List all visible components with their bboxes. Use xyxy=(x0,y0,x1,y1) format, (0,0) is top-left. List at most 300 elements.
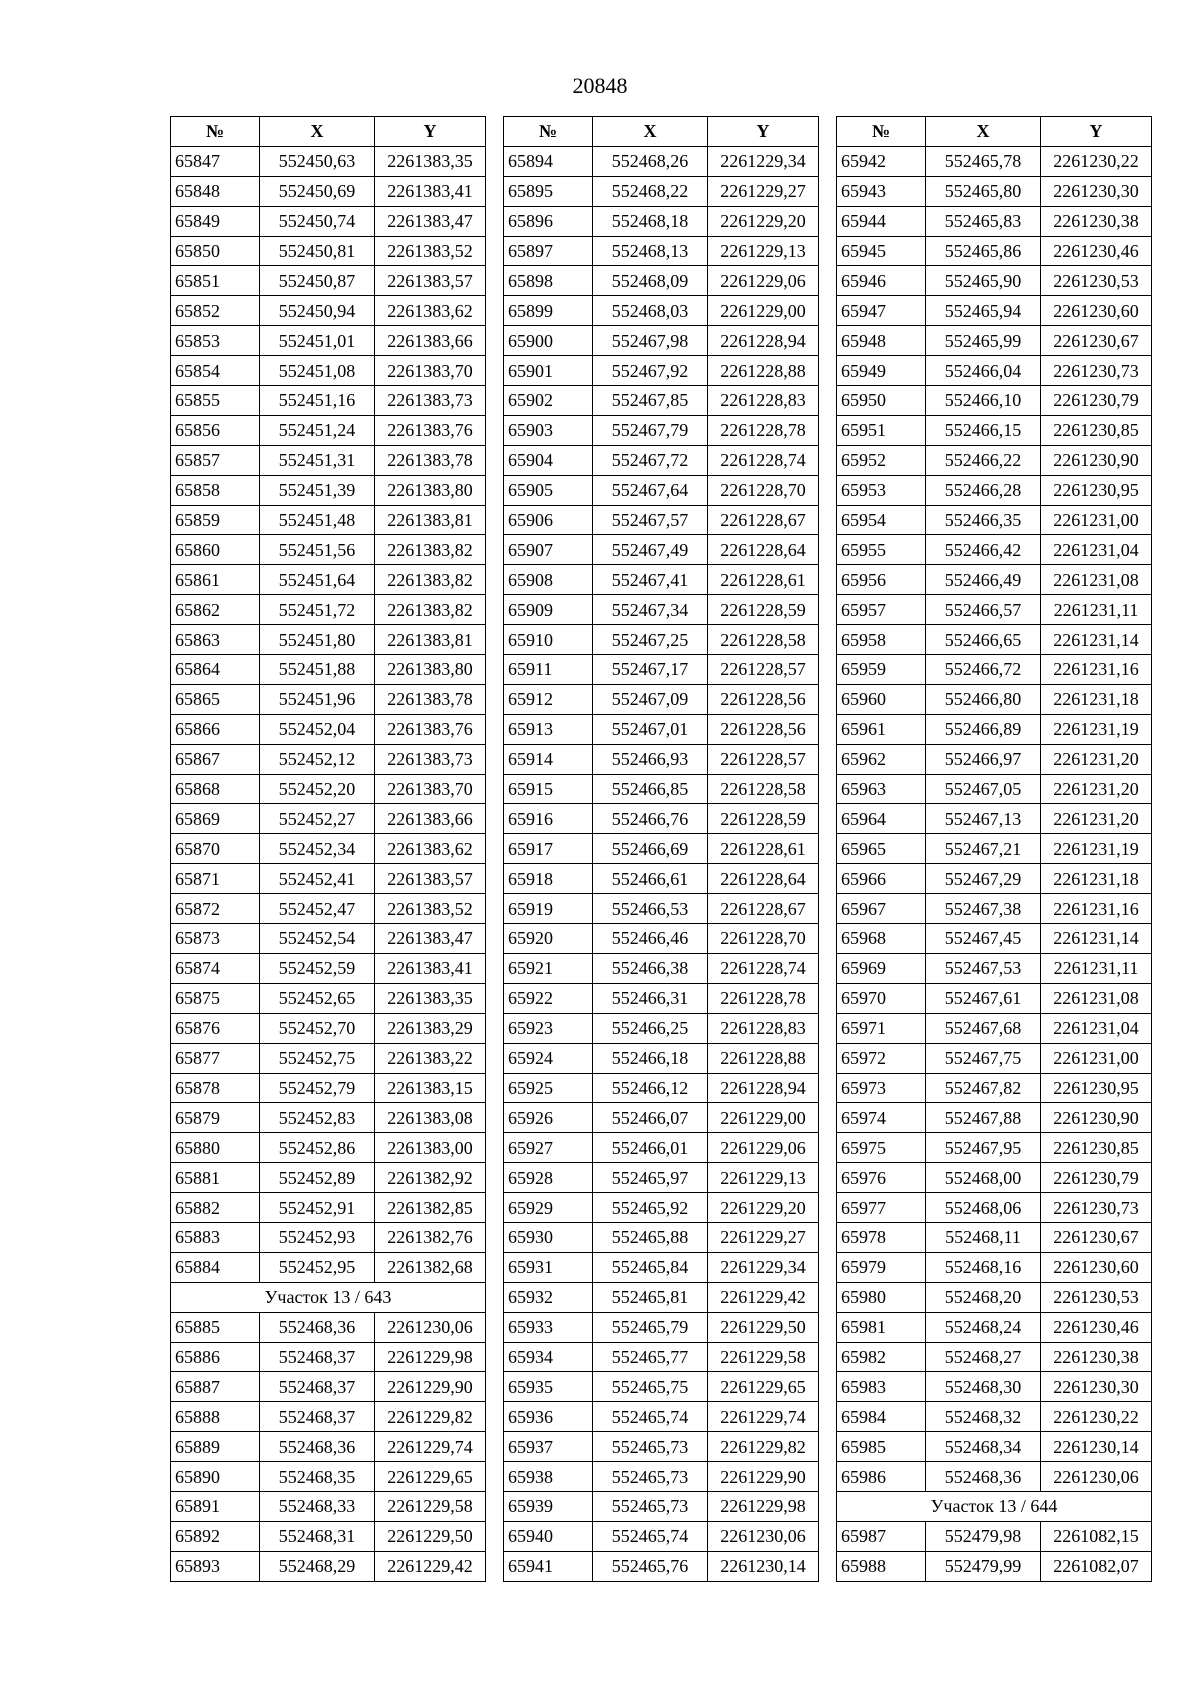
table-row xyxy=(837,1163,1152,1193)
x-coordinate-cell: 552468,35 xyxy=(260,1462,375,1492)
x-coordinate-cell: 552466,22 xyxy=(926,445,1041,475)
x-coordinate-cell: 552465,73 xyxy=(593,1491,708,1521)
x-coordinate-cell: 552451,96 xyxy=(260,684,375,714)
point-number-cell: 65949 xyxy=(837,356,926,386)
table-row xyxy=(171,834,486,864)
table-row xyxy=(171,386,486,416)
x-coordinate-cell: 552452,89 xyxy=(260,1163,375,1193)
x-coordinate-cell: 552451,72 xyxy=(260,595,375,625)
x-coordinate-cell: 552466,97 xyxy=(926,744,1041,774)
y-coordinate-cell: 2261229,82 xyxy=(708,1432,819,1462)
x-coordinate-cell: 552452,04 xyxy=(260,714,375,744)
y-coordinate-cell: 2261230,90 xyxy=(1041,445,1152,475)
point-number-cell: 65898 xyxy=(504,266,593,296)
point-number-cell: 65874 xyxy=(171,953,260,983)
x-coordinate-cell: 552466,46 xyxy=(593,924,708,954)
x-coordinate-cell: 552465,83 xyxy=(926,206,1041,236)
x-coordinate-cell: 552465,79 xyxy=(593,1312,708,1342)
x-coordinate-cell: 552467,09 xyxy=(593,684,708,714)
point-number-cell: 65929 xyxy=(504,1193,593,1223)
point-number-cell: 65952 xyxy=(837,445,926,475)
y-coordinate-cell: 2261383,52 xyxy=(375,236,486,266)
table-row xyxy=(504,1163,819,1193)
y-coordinate-cell: 2261230,38 xyxy=(1041,206,1152,236)
point-number-cell: 65847 xyxy=(171,146,260,176)
table-row xyxy=(837,415,1152,445)
y-coordinate-cell: 2261230,14 xyxy=(1041,1432,1152,1462)
point-number-cell: 65892 xyxy=(171,1521,260,1551)
point-number-cell: 65964 xyxy=(837,804,926,834)
y-coordinate-cell: 2261383,35 xyxy=(375,146,486,176)
column-header-x: X xyxy=(926,117,1041,147)
x-coordinate-cell: 552468,18 xyxy=(593,206,708,236)
y-coordinate-cell: 2261228,88 xyxy=(708,1043,819,1073)
x-coordinate-cell: 552467,72 xyxy=(593,445,708,475)
table-row xyxy=(837,1193,1152,1223)
table-row xyxy=(504,983,819,1013)
point-number-cell: 65856 xyxy=(171,415,260,445)
table-row xyxy=(837,744,1152,774)
table-row xyxy=(504,1013,819,1043)
table-row xyxy=(171,445,486,475)
point-number-cell: 65875 xyxy=(171,983,260,1013)
point-number-cell: 65850 xyxy=(171,236,260,266)
x-coordinate-cell: 552452,79 xyxy=(260,1073,375,1103)
point-number-cell: 65859 xyxy=(171,505,260,535)
x-coordinate-cell: 552465,74 xyxy=(593,1521,708,1551)
table-row xyxy=(171,1193,486,1223)
table-row xyxy=(171,894,486,924)
y-coordinate-cell: 2261230,60 xyxy=(1041,296,1152,326)
x-coordinate-cell: 552467,05 xyxy=(926,774,1041,804)
y-coordinate-cell: 2261383,70 xyxy=(375,774,486,804)
point-number-cell: 65972 xyxy=(837,1043,926,1073)
y-coordinate-cell: 2261230,06 xyxy=(1041,1462,1152,1492)
table-row xyxy=(837,595,1152,625)
x-coordinate-cell: 552468,16 xyxy=(926,1252,1041,1282)
y-coordinate-cell: 2261229,27 xyxy=(708,1222,819,1252)
x-coordinate-cell: 552466,57 xyxy=(926,595,1041,625)
table-row xyxy=(504,266,819,296)
x-coordinate-cell: 552452,70 xyxy=(260,1013,375,1043)
y-coordinate-cell: 2261383,62 xyxy=(375,834,486,864)
y-coordinate-cell: 2261383,76 xyxy=(375,415,486,445)
x-coordinate-cell: 552465,86 xyxy=(926,236,1041,266)
table-row xyxy=(837,386,1152,416)
table-row xyxy=(837,266,1152,296)
point-number-cell: 65974 xyxy=(837,1103,926,1133)
point-number-cell: 65945 xyxy=(837,236,926,266)
table-row xyxy=(171,206,486,236)
point-number-cell: 65893 xyxy=(171,1551,260,1581)
x-coordinate-cell: 552467,92 xyxy=(593,356,708,386)
x-coordinate-cell: 552467,53 xyxy=(926,953,1041,983)
table-body xyxy=(171,146,486,1581)
x-coordinate-cell: 552468,03 xyxy=(593,296,708,326)
coordinates-table-1 xyxy=(170,116,486,1582)
point-number-cell: 65857 xyxy=(171,445,260,475)
table-row xyxy=(171,1222,486,1252)
y-coordinate-cell: 2261383,62 xyxy=(375,296,486,326)
x-coordinate-cell: 552465,74 xyxy=(593,1402,708,1432)
table-row xyxy=(837,1282,1152,1312)
table-row xyxy=(504,535,819,565)
column-header-x: X xyxy=(593,117,708,147)
y-coordinate-cell: 2261231,19 xyxy=(1041,834,1152,864)
y-coordinate-cell: 2261229,98 xyxy=(375,1342,486,1372)
y-coordinate-cell: 2261228,58 xyxy=(708,625,819,655)
point-number-cell: 65861 xyxy=(171,565,260,595)
point-number-cell: 65906 xyxy=(504,505,593,535)
table-row xyxy=(171,595,486,625)
point-number-cell: 65917 xyxy=(504,834,593,864)
point-number-cell: 65940 xyxy=(504,1521,593,1551)
point-number-cell: 65891 xyxy=(171,1491,260,1521)
x-coordinate-cell: 552468,06 xyxy=(926,1193,1041,1223)
y-coordinate-cell: 2261229,42 xyxy=(375,1551,486,1581)
x-coordinate-cell: 552468,27 xyxy=(926,1342,1041,1372)
point-number-cell: 65914 xyxy=(504,744,593,774)
table-row xyxy=(504,684,819,714)
point-number-cell: 65908 xyxy=(504,565,593,595)
point-number-cell: 65923 xyxy=(504,1013,593,1043)
x-coordinate-cell: 552451,88 xyxy=(260,655,375,685)
point-number-cell: 65904 xyxy=(504,445,593,475)
table-row xyxy=(171,415,486,445)
point-number-cell: 65928 xyxy=(504,1163,593,1193)
y-coordinate-cell: 2261229,58 xyxy=(375,1491,486,1521)
point-number-cell: 65869 xyxy=(171,804,260,834)
y-coordinate-cell: 2261231,11 xyxy=(1041,953,1152,983)
x-coordinate-cell: 552466,85 xyxy=(593,774,708,804)
table-row xyxy=(837,535,1152,565)
y-coordinate-cell: 2261231,11 xyxy=(1041,595,1152,625)
x-coordinate-cell: 552467,64 xyxy=(593,475,708,505)
table-row xyxy=(504,176,819,206)
table-row xyxy=(504,714,819,744)
table-row xyxy=(837,655,1152,685)
table-row xyxy=(837,714,1152,744)
point-number-cell: 65934 xyxy=(504,1342,593,1372)
point-number-cell: 65915 xyxy=(504,774,593,804)
point-number-cell: 65957 xyxy=(837,595,926,625)
y-coordinate-cell: 2261383,80 xyxy=(375,475,486,505)
point-number-cell: 65882 xyxy=(171,1193,260,1223)
point-number-cell: 65924 xyxy=(504,1043,593,1073)
table-row xyxy=(837,1462,1152,1492)
x-coordinate-cell: 552465,73 xyxy=(593,1462,708,1492)
y-coordinate-cell: 2261383,78 xyxy=(375,684,486,714)
table-row xyxy=(837,1551,1152,1581)
x-coordinate-cell: 552468,36 xyxy=(260,1432,375,1462)
section-label: Участок 13 / 644 xyxy=(837,1491,1152,1521)
x-coordinate-cell: 552450,63 xyxy=(260,146,375,176)
y-coordinate-cell: 2261383,81 xyxy=(375,625,486,655)
point-number-cell: 65900 xyxy=(504,326,593,356)
x-coordinate-cell: 552468,32 xyxy=(926,1402,1041,1432)
point-number-cell: 65919 xyxy=(504,894,593,924)
point-number-cell: 65877 xyxy=(171,1043,260,1073)
table-row xyxy=(837,834,1152,864)
x-coordinate-cell: 552468,00 xyxy=(926,1163,1041,1193)
y-coordinate-cell: 2261229,42 xyxy=(708,1282,819,1312)
y-coordinate-cell: 2261229,65 xyxy=(708,1372,819,1402)
table-row xyxy=(504,1043,819,1073)
point-number-cell: 65935 xyxy=(504,1372,593,1402)
table-row xyxy=(171,1491,486,1521)
x-coordinate-cell: 552452,12 xyxy=(260,744,375,774)
table-row xyxy=(504,953,819,983)
x-coordinate-cell: 552468,29 xyxy=(260,1551,375,1581)
table-row xyxy=(171,266,486,296)
table-row xyxy=(171,774,486,804)
point-number-cell: 65985 xyxy=(837,1432,926,1462)
table-row xyxy=(171,146,486,176)
y-coordinate-cell: 2261229,90 xyxy=(708,1462,819,1492)
point-number-cell: 65886 xyxy=(171,1342,260,1372)
table-row xyxy=(171,1432,486,1462)
x-coordinate-cell: 552452,75 xyxy=(260,1043,375,1073)
table-row xyxy=(504,924,819,954)
y-coordinate-cell: 2261383,70 xyxy=(375,356,486,386)
x-coordinate-cell: 552466,53 xyxy=(593,894,708,924)
point-number-cell: 65980 xyxy=(837,1282,926,1312)
table-row xyxy=(504,655,819,685)
table-row xyxy=(171,505,486,535)
table-row xyxy=(837,1222,1152,1252)
y-coordinate-cell: 2261229,00 xyxy=(708,1103,819,1133)
point-number-cell: 65902 xyxy=(504,386,593,416)
x-coordinate-cell: 552467,61 xyxy=(926,983,1041,1013)
y-coordinate-cell: 2261228,58 xyxy=(708,774,819,804)
point-number-cell: 65976 xyxy=(837,1163,926,1193)
table-row xyxy=(171,625,486,655)
x-coordinate-cell: 552466,89 xyxy=(926,714,1041,744)
table-row xyxy=(171,1551,486,1581)
table-row xyxy=(504,1222,819,1252)
table-row xyxy=(504,625,819,655)
y-coordinate-cell: 2261230,46 xyxy=(1041,1312,1152,1342)
table-row xyxy=(504,415,819,445)
x-coordinate-cell: 552465,90 xyxy=(926,266,1041,296)
x-coordinate-cell: 552451,08 xyxy=(260,356,375,386)
x-coordinate-cell: 552466,38 xyxy=(593,953,708,983)
y-coordinate-cell: 2261231,08 xyxy=(1041,565,1152,595)
table-row xyxy=(837,774,1152,804)
table-row xyxy=(837,953,1152,983)
table-row xyxy=(504,146,819,176)
section-row xyxy=(837,1491,1152,1521)
x-coordinate-cell: 552467,21 xyxy=(926,834,1041,864)
x-coordinate-cell: 552451,16 xyxy=(260,386,375,416)
point-number-cell: 65848 xyxy=(171,176,260,206)
column-header-y: Y xyxy=(708,117,819,147)
point-number-cell: 65905 xyxy=(504,475,593,505)
point-number-cell: 65933 xyxy=(504,1312,593,1342)
x-coordinate-cell: 552452,83 xyxy=(260,1103,375,1133)
point-number-cell: 65878 xyxy=(171,1073,260,1103)
table-row xyxy=(504,1282,819,1312)
point-number-cell: 65950 xyxy=(837,386,926,416)
x-coordinate-cell: 552450,87 xyxy=(260,266,375,296)
point-number-cell: 65870 xyxy=(171,834,260,864)
y-coordinate-cell: 2261231,04 xyxy=(1041,535,1152,565)
table-row xyxy=(504,326,819,356)
point-number-cell: 65946 xyxy=(837,266,926,296)
table-row xyxy=(504,1133,819,1163)
x-coordinate-cell: 552451,01 xyxy=(260,326,375,356)
x-coordinate-cell: 552467,25 xyxy=(593,625,708,655)
point-number-cell: 65912 xyxy=(504,684,593,714)
y-coordinate-cell: 2261229,00 xyxy=(708,296,819,326)
y-coordinate-cell: 2261230,95 xyxy=(1041,475,1152,505)
point-number-cell: 65864 xyxy=(171,655,260,685)
point-number-cell: 65966 xyxy=(837,864,926,894)
point-number-cell: 65956 xyxy=(837,565,926,595)
table-row xyxy=(171,565,486,595)
table-row xyxy=(171,924,486,954)
table-row xyxy=(837,924,1152,954)
x-coordinate-cell: 552468,13 xyxy=(593,236,708,266)
table-row xyxy=(504,1193,819,1223)
x-coordinate-cell: 552466,12 xyxy=(593,1073,708,1103)
table-row xyxy=(837,684,1152,714)
x-coordinate-cell: 552452,95 xyxy=(260,1252,375,1282)
point-number-cell: 65880 xyxy=(171,1133,260,1163)
y-coordinate-cell: 2261229,74 xyxy=(708,1402,819,1432)
point-number-cell: 65854 xyxy=(171,356,260,386)
y-coordinate-cell: 2261382,76 xyxy=(375,1222,486,1252)
table-row xyxy=(171,864,486,894)
y-coordinate-cell: 2261383,57 xyxy=(375,864,486,894)
table-row xyxy=(171,1521,486,1551)
y-coordinate-cell: 2261229,65 xyxy=(375,1462,486,1492)
x-coordinate-cell: 552466,65 xyxy=(926,625,1041,655)
table-row xyxy=(504,1551,819,1581)
y-coordinate-cell: 2261383,82 xyxy=(375,535,486,565)
table-row xyxy=(504,1342,819,1372)
y-coordinate-cell: 2261229,06 xyxy=(708,1133,819,1163)
y-coordinate-cell: 2261229,06 xyxy=(708,266,819,296)
point-number-cell: 65961 xyxy=(837,714,926,744)
x-coordinate-cell: 552466,01 xyxy=(593,1133,708,1163)
table-row xyxy=(171,326,486,356)
y-coordinate-cell: 2261383,41 xyxy=(375,176,486,206)
x-coordinate-cell: 552465,97 xyxy=(593,1163,708,1193)
point-number-cell: 65983 xyxy=(837,1372,926,1402)
y-coordinate-cell: 2261230,90 xyxy=(1041,1103,1152,1133)
y-coordinate-cell: 2261228,70 xyxy=(708,475,819,505)
x-coordinate-cell: 552466,69 xyxy=(593,834,708,864)
table-row xyxy=(837,894,1152,924)
table-row xyxy=(171,684,486,714)
x-coordinate-cell: 552468,20 xyxy=(926,1282,1041,1312)
y-coordinate-cell: 2261228,59 xyxy=(708,804,819,834)
table-row xyxy=(837,146,1152,176)
y-coordinate-cell: 2261382,68 xyxy=(375,1252,486,1282)
x-coordinate-cell: 552466,04 xyxy=(926,356,1041,386)
y-coordinate-cell: 2261231,14 xyxy=(1041,625,1152,655)
table-row xyxy=(504,595,819,625)
x-coordinate-cell: 552467,82 xyxy=(926,1073,1041,1103)
table-row xyxy=(504,1402,819,1432)
table-row xyxy=(837,445,1152,475)
y-coordinate-cell: 2261228,59 xyxy=(708,595,819,625)
point-number-cell: 65871 xyxy=(171,864,260,894)
table-row xyxy=(171,356,486,386)
x-coordinate-cell: 552467,49 xyxy=(593,535,708,565)
x-coordinate-cell: 552466,28 xyxy=(926,475,1041,505)
point-number-cell: 65918 xyxy=(504,864,593,894)
y-coordinate-cell: 2261229,58 xyxy=(708,1342,819,1372)
x-coordinate-cell: 552465,80 xyxy=(926,176,1041,206)
point-number-cell: 65890 xyxy=(171,1462,260,1492)
y-coordinate-cell: 2261228,61 xyxy=(708,565,819,595)
table-row xyxy=(171,1133,486,1163)
x-coordinate-cell: 552468,26 xyxy=(593,146,708,176)
point-number-cell: 65954 xyxy=(837,505,926,535)
y-coordinate-cell: 2261383,76 xyxy=(375,714,486,744)
x-coordinate-cell: 552467,68 xyxy=(926,1013,1041,1043)
y-coordinate-cell: 2261228,57 xyxy=(708,744,819,774)
y-coordinate-cell: 2261230,46 xyxy=(1041,236,1152,266)
table-row xyxy=(837,236,1152,266)
y-coordinate-cell: 2261228,74 xyxy=(708,953,819,983)
table-row xyxy=(837,356,1152,386)
section-row xyxy=(171,1282,486,1312)
table-row xyxy=(837,1521,1152,1551)
y-coordinate-cell: 2261383,47 xyxy=(375,206,486,236)
y-coordinate-cell: 2261231,14 xyxy=(1041,924,1152,954)
point-number-cell: 65941 xyxy=(504,1551,593,1581)
x-coordinate-cell: 552467,95 xyxy=(926,1133,1041,1163)
y-coordinate-cell: 2261230,79 xyxy=(1041,386,1152,416)
point-number-cell: 65920 xyxy=(504,924,593,954)
table-header-row xyxy=(504,117,819,147)
table-row xyxy=(171,1402,486,1432)
y-coordinate-cell: 2261383,35 xyxy=(375,983,486,1013)
table-row xyxy=(837,296,1152,326)
y-coordinate-cell: 2261230,38 xyxy=(1041,1342,1152,1372)
y-coordinate-cell: 2261230,60 xyxy=(1041,1252,1152,1282)
point-number-cell: 65938 xyxy=(504,1462,593,1492)
point-number-cell: 65910 xyxy=(504,625,593,655)
x-coordinate-cell: 552466,18 xyxy=(593,1043,708,1073)
table-row xyxy=(837,1402,1152,1432)
point-number-cell: 65872 xyxy=(171,894,260,924)
point-number-cell: 65901 xyxy=(504,356,593,386)
y-coordinate-cell: 2261228,67 xyxy=(708,505,819,535)
y-coordinate-cell: 2261229,34 xyxy=(708,1252,819,1282)
table-row xyxy=(837,475,1152,505)
column-header-number: № xyxy=(171,117,260,147)
x-coordinate-cell: 552452,20 xyxy=(260,774,375,804)
point-number-cell: 65960 xyxy=(837,684,926,714)
point-number-cell: 65936 xyxy=(504,1402,593,1432)
table-row xyxy=(171,983,486,1013)
table-row xyxy=(171,804,486,834)
y-coordinate-cell: 2261231,00 xyxy=(1041,1043,1152,1073)
x-coordinate-cell: 552451,56 xyxy=(260,535,375,565)
point-number-cell: 65873 xyxy=(171,924,260,954)
point-number-cell: 65865 xyxy=(171,684,260,714)
x-coordinate-cell: 552466,72 xyxy=(926,655,1041,685)
y-coordinate-cell: 2261383,81 xyxy=(375,505,486,535)
table-row xyxy=(837,1133,1152,1163)
x-coordinate-cell: 552452,34 xyxy=(260,834,375,864)
table-row xyxy=(171,535,486,565)
x-coordinate-cell: 552468,22 xyxy=(593,176,708,206)
